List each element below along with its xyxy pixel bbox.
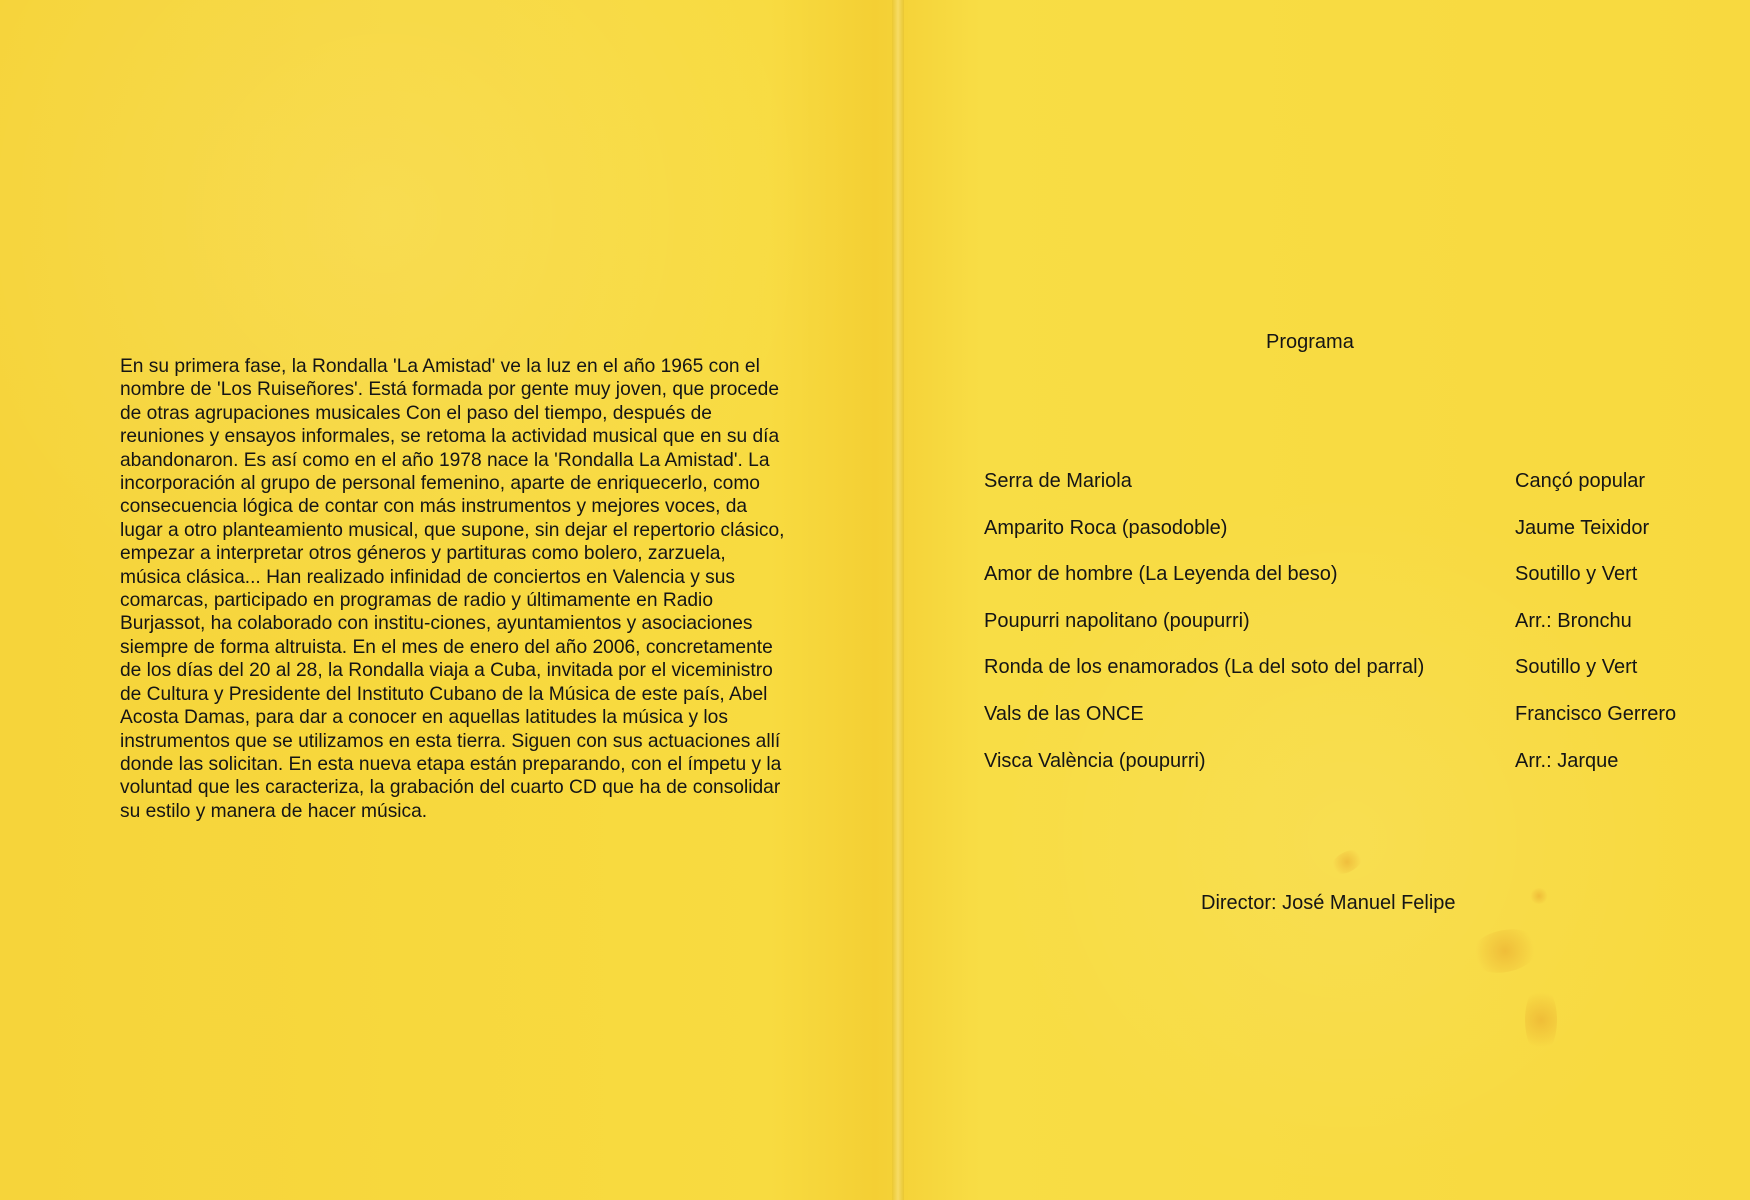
- program-item: [984, 516, 1699, 563]
- paper-stain: [1525, 985, 1557, 1055]
- program-item: [984, 749, 1699, 796]
- rondalla-history-text: En su primera fase, la Rondalla 'La Amistad' ve la luz en el año 1965 con el nombre de 'Los Ruiseñores'. Está formada por gente muy joven, que procede de otras agrupaciones musicales Con el paso del tiempo, después de reuniones y ensayos informales, se retoma la actividad musical que en su día abandonaron. Es así como en el año 1978 nace la 'Rondalla La Amistad'. La incorporación al grupo de personal femenino, aparte de enriquecerlo, como consecuencia lógica de contar con más instrumentos y mejores voces, da lugar a otro planteamiento musical, que supone, sin dejar el repertorio clásico, empezar a interpretar otros géneros y partituras como bolero, zarzuela, música clásica... Han realizado infinidad de conciertos en Valencia y sus comarcas, participado en programas de radio y últimamente en Radio Burjassot, ha colaborado con institu-ciones, ayuntamientos y asociaciones siempre de forma altruista. En el mes de enero del año 2006, concretamente de los días del 20 al 28, la Rondalla viaja a Cuba, invitada por el viceministro de Cultura y Presidente del Instituto Cubano de la Música de este país, Abel Acosta Damas, para dar a conocer en aquellas latitudes la música y los instrumentos que se utilizamos en esta tierra. Siguen con sus actuaciones allí donde las solicitan. En esta nueva etapa están preparando, con el ímpetu y la voluntad que les caracteriza, la grabación del cuarto CD que ha de consolidar su estilo y manera de hacer música.: [120, 356, 785, 822]
- program-list: [984, 469, 1699, 795]
- program-piece: Serra de Mariola: [984, 470, 1132, 492]
- program-composer: Francisco Gerrero: [1515, 702, 1677, 725]
- program-composer: Soutillo y Vert: [1515, 656, 1638, 679]
- program-composer: Soutillo y Vert: [1515, 563, 1638, 586]
- program-piece: Ronda de los enamorados (La del soto del parral): [984, 656, 1425, 679]
- program-piece: Amor de hombre (La Leyenda del beso): [984, 563, 1338, 586]
- program-item: [984, 609, 1699, 656]
- paper-stain: [1530, 888, 1548, 904]
- program-composer: Arr.: Bronchu: [1515, 609, 1632, 632]
- paper-stain: [1466, 923, 1543, 979]
- program-piece: Amparito Roca (pasodoble): [984, 516, 1228, 539]
- left-page: [120, 355, 785, 823]
- program-title: Programa: [1266, 331, 1354, 353]
- program-piece: Visca València (poupurri): [984, 749, 1206, 772]
- program-piece: Poupurri napolitano (poupurri): [984, 609, 1250, 632]
- program-item: [984, 655, 1699, 702]
- page-fold: [892, 0, 904, 1200]
- program-item: [984, 469, 1699, 516]
- paper-stain: [1327, 845, 1366, 879]
- program-item: [984, 562, 1699, 609]
- director-credit: Director: José Manuel Felipe: [1201, 892, 1456, 914]
- program-item: [984, 702, 1699, 749]
- program-composer: Jaume Teixidor: [1515, 516, 1650, 539]
- program-composer: Arr.: Jarque: [1515, 749, 1619, 772]
- program-composer: Cançó popular: [1515, 470, 1646, 492]
- program-piece: Vals de las ONCE: [984, 702, 1144, 725]
